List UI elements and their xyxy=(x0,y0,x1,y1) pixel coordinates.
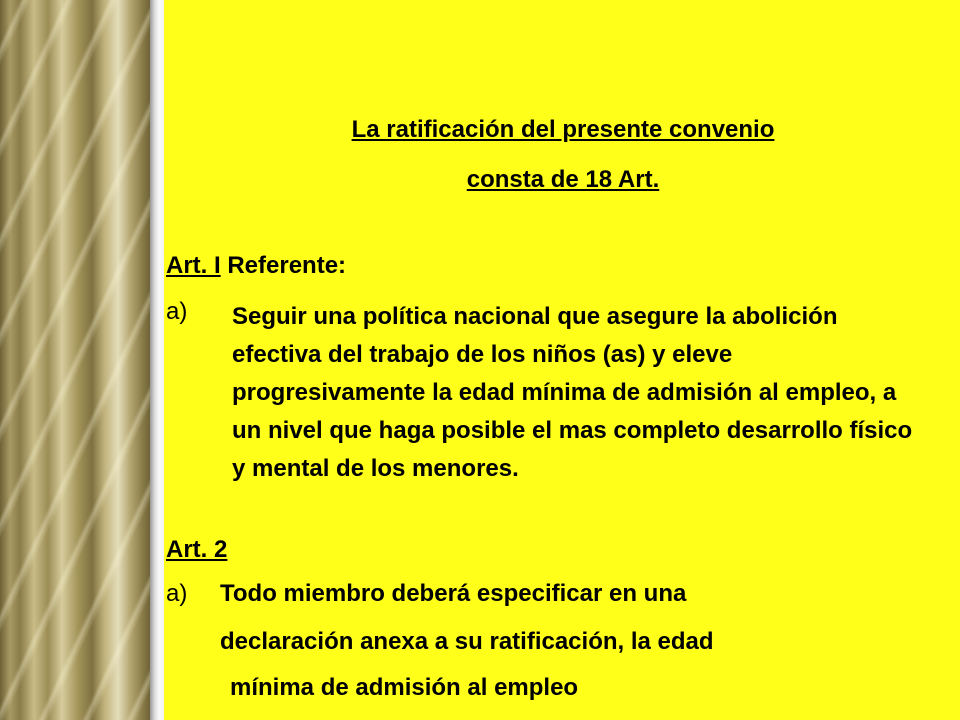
slide-title-line-1: La ratificación del presente convenio xyxy=(351,116,775,143)
decorative-column-panel xyxy=(0,0,150,720)
panel-divider xyxy=(150,0,164,720)
art2-item-line-3: mínima de admisión al empleo xyxy=(230,674,579,701)
art1-item-marker: a) xyxy=(166,298,188,325)
slide-title-line-2: consta de 18 Art. xyxy=(466,166,660,193)
slide-content xyxy=(166,0,960,720)
art1-heading xyxy=(166,252,346,280)
art2-item-line-1: Todo miembro deberá especificar en una xyxy=(220,580,687,607)
art1-item-text: Seguir una política nacional que asegure la abolición efectiva del trabajo de los niños (as) y eleve progresivamente la edad mínima de admisión al empleo, a un nivel que haga posible el mas completo desarrollo físico y mental de los menores. xyxy=(232,303,913,482)
art2-label: Art. 2 xyxy=(166,536,228,563)
art1-label: Art. I xyxy=(166,252,221,279)
art1-suffix: Referente: xyxy=(220,252,347,279)
art2-item-line-2: declaración anexa a su ratificación, la edad xyxy=(220,628,714,655)
art2-item-marker: a) xyxy=(166,580,188,607)
